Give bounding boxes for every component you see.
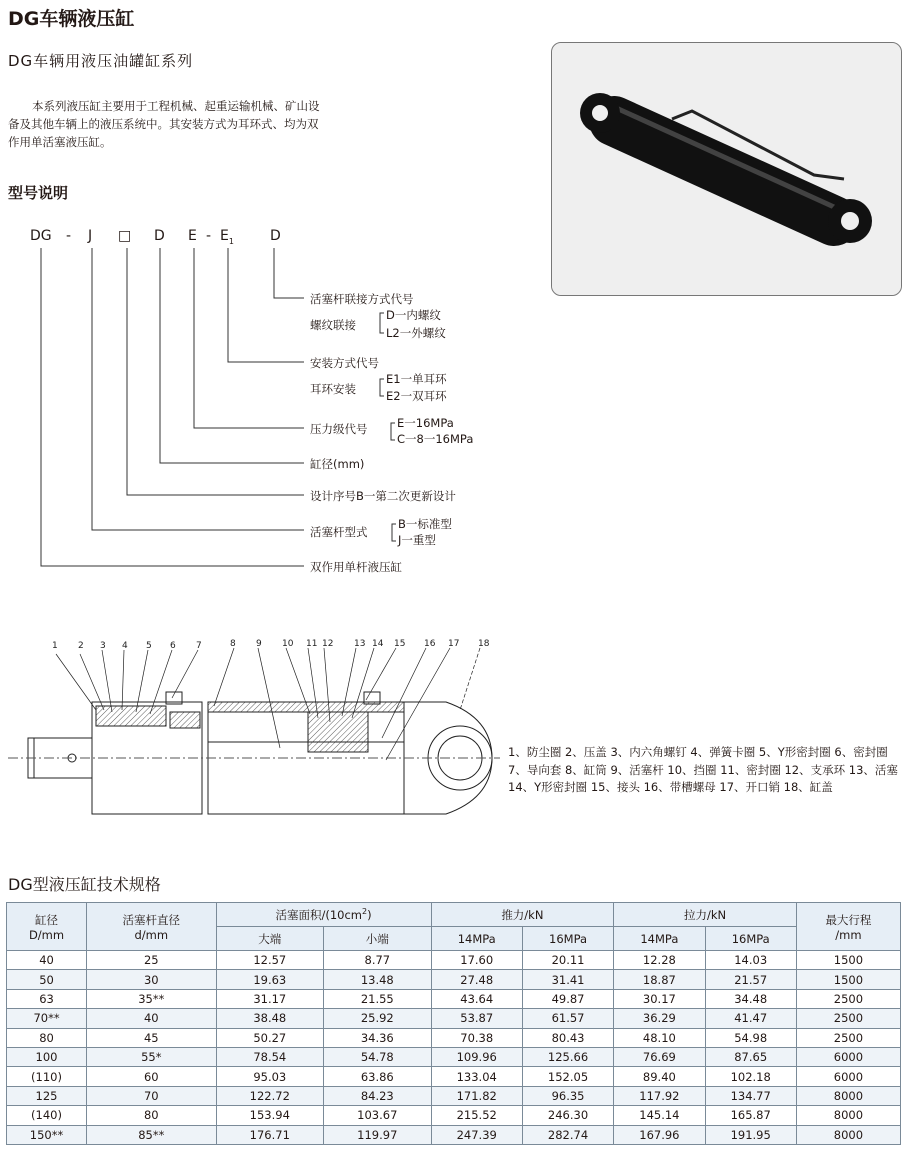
table-row (7, 1047, 901, 1066)
cell-bore: (110) (7, 1067, 87, 1086)
cylinder-photo (551, 42, 902, 296)
cell-rod: 40 (87, 1009, 217, 1028)
drawing-number: 1 (52, 641, 58, 651)
cell-area-small: 119.97 (324, 1125, 432, 1144)
cell-push-16: 152.05 (522, 1067, 613, 1086)
cell-rod: 55* (87, 1047, 217, 1066)
page-title: DG车辆液压缸 (8, 8, 135, 30)
cell-area-big: 12.57 (216, 951, 324, 970)
col-area (216, 903, 431, 927)
col-rod (87, 903, 217, 951)
desc-rod-type-2: J一重型 (398, 533, 436, 547)
col-stroke-unit: /mm (835, 927, 862, 942)
cell-pull-14: 36.29 (614, 1009, 705, 1028)
desc-design-seq: 设计序号B一第二次更新设计 (310, 489, 456, 503)
cell-pull-16: 54.98 (705, 1028, 796, 1047)
col-area-label: 活塞面积/(10cm (275, 907, 363, 922)
desc-ear-1: E1一单耳环 (386, 372, 447, 386)
drawing-number: 18 (478, 639, 490, 649)
cell-pull-14: 89.40 (614, 1067, 705, 1086)
col-area-sup: 2 (362, 906, 368, 916)
code-j: J (88, 228, 93, 244)
desc-thread-label: 螺纹联接 (310, 318, 356, 332)
col-area-close: ) (367, 907, 372, 922)
cell-pull-16: 14.03 (705, 951, 796, 970)
cell-push-14: 53.87 (431, 1009, 522, 1028)
cell-area-big: 50.27 (216, 1028, 324, 1047)
cell-stroke: 8000 (796, 1086, 900, 1105)
code-dash: - (206, 228, 212, 244)
code-e: E (188, 228, 197, 244)
cell-pull-16: 191.95 (705, 1125, 796, 1144)
cell-bore: 150** (7, 1125, 87, 1144)
model-heading: 型号说明 (8, 184, 69, 202)
desc-ear-2: E2一双耳环 (386, 389, 447, 403)
cell-push-14: 109.96 (431, 1047, 522, 1066)
cell-rod: 45 (87, 1028, 217, 1047)
col-push-16: 16MPa (522, 927, 613, 951)
cell-push-16: 20.11 (522, 951, 613, 970)
cell-area-small: 103.67 (324, 1106, 432, 1125)
cell-pull-14: 167.96 (614, 1125, 705, 1144)
cell-area-big: 176.71 (216, 1125, 324, 1144)
table-row (7, 1028, 901, 1047)
cylinder-section-drawing (0, 630, 505, 820)
drawing-number: 3 (100, 641, 106, 651)
table-row (7, 1067, 901, 1086)
cell-pull-16: 102.18 (705, 1067, 796, 1086)
cell-pull-14: 76.69 (614, 1047, 705, 1066)
cell-push-16: 49.87 (522, 989, 613, 1008)
cell-area-big: 122.72 (216, 1086, 324, 1105)
col-bore (7, 903, 87, 951)
col-rod-unit: d/mm (134, 927, 169, 942)
desc-rod-connection: 活塞杆联接方式代号 (310, 292, 414, 306)
cell-push-14: 215.52 (431, 1106, 522, 1125)
cell-push-14: 70.38 (431, 1028, 522, 1047)
table-row (7, 951, 901, 970)
cell-area-big: 31.17 (216, 989, 324, 1008)
desc-double-acting: 双作用单杆液压缸 (310, 560, 402, 574)
cell-area-big: 153.94 (216, 1106, 324, 1125)
cell-pull-16: 165.87 (705, 1106, 796, 1125)
desc-rod-type-label: 活塞杆型式 (310, 525, 368, 539)
cell-stroke: 2500 (796, 1028, 900, 1047)
desc-thread-1: D一内螺纹 (386, 308, 441, 322)
cell-pull-16: 134.77 (705, 1086, 796, 1105)
table-row (7, 1106, 901, 1125)
cell-push-14: 171.82 (431, 1086, 522, 1105)
cell-stroke: 8000 (796, 1125, 900, 1144)
drawing-number: 6 (170, 641, 176, 651)
cell-push-16: 80.43 (522, 1028, 613, 1047)
cell-area-small: 8.77 (324, 951, 432, 970)
intro-paragraph: 本系列液压缸主要用于工程机械、起重运输机械、矿山设备及其他车辆上的液压系统中。其安装方式为耳环式、均为双作用单活塞液压缸。 (8, 99, 320, 149)
series-title: DG车辆用液压油罐缸系列 (8, 52, 194, 70)
cell-pull-14: 117.92 (614, 1086, 705, 1105)
cell-area-small: 13.48 (324, 970, 432, 989)
drawing-number: 11 (306, 639, 318, 649)
cell-rod: 85** (87, 1125, 217, 1144)
parts-legend-line-2: 7、导向套 8、缸筒 9、活塞杆 10、挡圈 11、密封圈 12、支承环 13、活塞 (508, 763, 898, 777)
cell-rod: 30 (87, 970, 217, 989)
col-rod-name: 活塞杆直径 (122, 912, 181, 927)
drawing-number: 14 (372, 639, 384, 649)
cell-rod: 35** (87, 989, 217, 1008)
cell-area-small: 34.36 (324, 1028, 432, 1047)
drawing-number: 4 (122, 641, 128, 651)
desc-mount-code: 安装方式代号 (310, 356, 379, 370)
cylinder-photo-illustration (552, 43, 901, 295)
col-pull-16: 16MPa (705, 927, 796, 951)
cell-bore: 100 (7, 1047, 87, 1066)
desc-bore: 缸径(mm) (310, 457, 365, 471)
cell-pull-14: 12.28 (614, 951, 705, 970)
spec-table (6, 902, 901, 1145)
code-e1-sub: 1 (228, 236, 234, 246)
table-row (7, 1125, 901, 1144)
cell-push-14: 247.39 (431, 1125, 522, 1144)
cell-stroke: 2500 (796, 989, 900, 1008)
cell-area-big: 78.54 (216, 1047, 324, 1066)
code-dg: DG (30, 228, 52, 244)
cell-area-small: 63.86 (324, 1067, 432, 1086)
drawing-number: 12 (322, 639, 334, 649)
col-bore-unit: D/mm (28, 927, 65, 942)
cell-pull-14: 48.10 (614, 1028, 705, 1047)
cell-bore: 63 (7, 989, 87, 1008)
col-bore-name: 缸径 (35, 912, 58, 927)
cell-stroke: 2500 (796, 1009, 900, 1028)
drawing-number: 13 (354, 639, 366, 649)
cell-pull-14: 18.87 (614, 970, 705, 989)
cell-bore: 80 (7, 1028, 87, 1047)
col-area-small: 小端 (324, 927, 432, 951)
drawing-number: 8 (230, 639, 236, 649)
table-row (7, 1086, 901, 1105)
cell-rod: 80 (87, 1106, 217, 1125)
drawing-number: 7 (196, 641, 202, 651)
col-pull: 拉力/kN (614, 903, 797, 927)
cell-area-small: 84.23 (324, 1086, 432, 1105)
cell-rod: 60 (87, 1067, 217, 1086)
cell-stroke: 6000 (796, 1047, 900, 1066)
cell-area-big: 19.63 (216, 970, 324, 989)
cell-pull-14: 145.14 (614, 1106, 705, 1125)
col-push: 推力/kN (431, 903, 614, 927)
cell-area-small: 54.78 (324, 1047, 432, 1066)
cell-stroke: 1500 (796, 970, 900, 989)
code-d-end: D (270, 228, 281, 244)
drawing-number: 9 (256, 639, 262, 649)
cell-push-14: 133.04 (431, 1067, 522, 1086)
drawing-number: 2 (78, 641, 84, 651)
cell-push-16: 61.57 (522, 1009, 613, 1028)
col-area-big: 大端 (216, 927, 324, 951)
cell-pull-16: 34.48 (705, 989, 796, 1008)
cell-stroke: 6000 (796, 1067, 900, 1086)
cell-stroke: 8000 (796, 1106, 900, 1125)
cell-push-14: 43.64 (431, 989, 522, 1008)
code-d: D (154, 228, 165, 244)
cell-area-big: 95.03 (216, 1067, 324, 1086)
spec-table-title: DG型液压缸技术规格 (8, 875, 161, 894)
cell-bore: 50 (7, 970, 87, 989)
drawing-number: 16 (424, 639, 436, 649)
model-code-diagram (0, 0, 520, 600)
col-stroke-name: 最大行程 (825, 912, 872, 927)
cell-push-16: 125.66 (522, 1047, 613, 1066)
cell-stroke: 1500 (796, 951, 900, 970)
code-box: □ (118, 228, 132, 244)
table-row (7, 989, 901, 1008)
drawing-number: 15 (394, 639, 406, 649)
cell-bore: 125 (7, 1086, 87, 1105)
desc-ear-label: 耳环安装 (310, 382, 356, 396)
code-dash: - (66, 228, 72, 244)
code-e1-letter: E (220, 228, 229, 244)
desc-rod-type-1: B一标准型 (398, 517, 452, 531)
cell-rod: 70 (87, 1086, 217, 1105)
desc-pressure-1: E一16MPa (397, 416, 454, 430)
parts-legend-line-3: 14、Y形密封圈 15、接头 16、带槽螺母 17、开口销 18、缸盖 (508, 780, 833, 794)
desc-thread-2: L2一外螺纹 (386, 326, 446, 340)
cell-pull-16: 87.65 (705, 1047, 796, 1066)
cell-push-14: 27.48 (431, 970, 522, 989)
cell-area-big: 38.48 (216, 1009, 324, 1028)
col-stroke (796, 903, 900, 951)
cell-bore: 40 (7, 951, 87, 970)
cell-pull-16: 21.57 (705, 970, 796, 989)
drawing-number: 10 (282, 639, 294, 649)
cell-pull-14: 30.17 (614, 989, 705, 1008)
col-push-14: 14MPa (431, 927, 522, 951)
cell-push-16: 31.41 (522, 970, 613, 989)
table-row (7, 970, 901, 989)
table-row (7, 1009, 901, 1028)
drawing-number: 17 (448, 639, 460, 649)
cell-rod: 25 (87, 951, 217, 970)
cell-bore: 70** (7, 1009, 87, 1028)
cell-area-small: 25.92 (324, 1009, 432, 1028)
cell-bore: (140) (7, 1106, 87, 1125)
col-pull-14: 14MPa (614, 927, 705, 951)
cell-push-16: 282.74 (522, 1125, 613, 1144)
cell-pull-16: 41.47 (705, 1009, 796, 1028)
drawing-number: 5 (146, 641, 152, 651)
cell-push-14: 17.60 (431, 951, 522, 970)
cell-area-small: 21.55 (324, 989, 432, 1008)
desc-pressure-2: C一8一16MPa (397, 432, 474, 446)
cell-push-16: 96.35 (522, 1086, 613, 1105)
parts-legend-line-1: 1、防尘圈 2、压盖 3、内六角螺钉 4、弹簧卡圈 5、Y形密封圈 6、密封圈 (508, 745, 888, 759)
cell-push-16: 246.30 (522, 1106, 613, 1125)
desc-pressure-label: 压力级代号 (310, 422, 368, 436)
